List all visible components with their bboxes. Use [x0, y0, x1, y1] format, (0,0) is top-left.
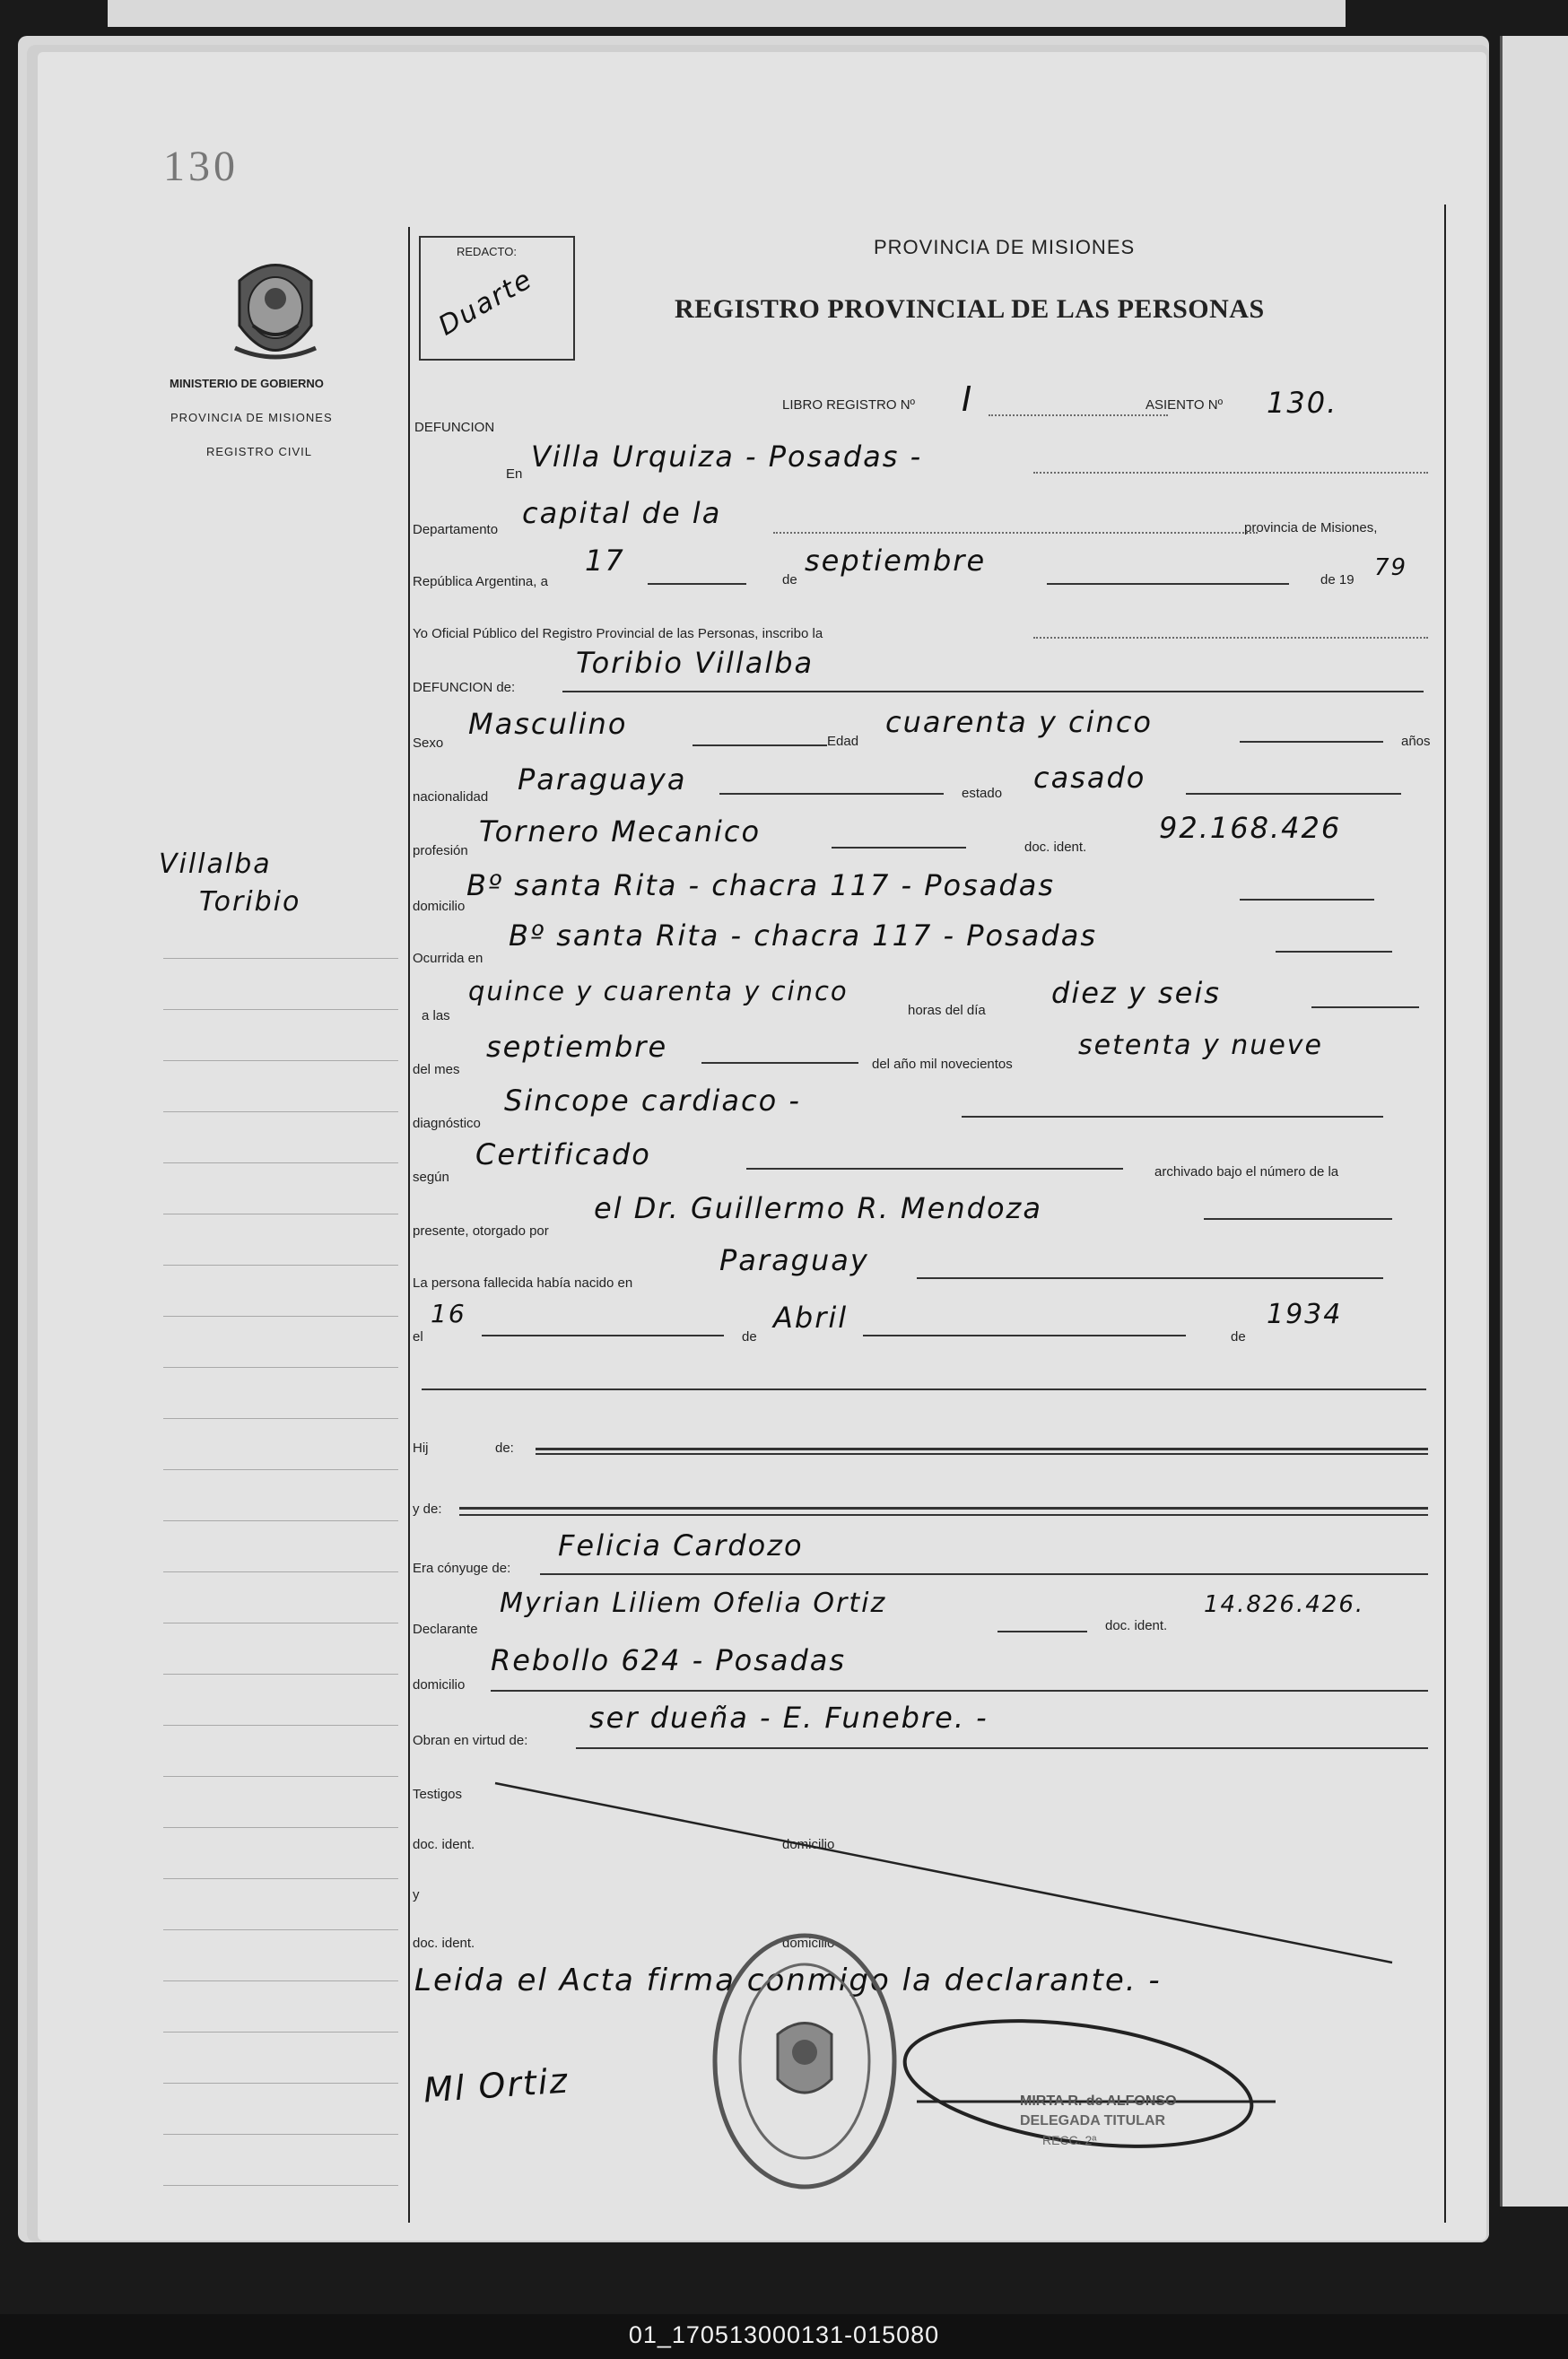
segun-label: según	[413, 1170, 449, 1185]
del-mes-label: del mes	[413, 1062, 460, 1077]
hij-label: Hij	[413, 1441, 429, 1456]
declarante-domicilio-value: Rebollo 624 - Posadas	[491, 1643, 847, 1677]
testigo-2-doc-label: doc. ident.	[413, 1936, 475, 1951]
officer-title: DELEGADA TITULAR	[1020, 2113, 1166, 2128]
anos-label: años	[1401, 734, 1431, 749]
departamento-value: capital de la	[522, 496, 722, 530]
redacto-label: REDACTO:	[457, 245, 517, 258]
archivado-label: archivado bajo el número de la	[1154, 1164, 1339, 1180]
nacido-en-label: La persona fallecida había nacido en	[413, 1275, 633, 1291]
fecha-ano: 79	[1374, 554, 1408, 581]
ocurrida-value: Bº santa Rita - chacra 117 - Posadas	[509, 918, 1097, 953]
nacido-en-value: Paraguay	[719, 1243, 869, 1277]
provincia-label: provincia de Misiones,	[1244, 520, 1378, 535]
fecha-dia: 17	[585, 544, 625, 578]
estado-label: estado	[962, 786, 1003, 801]
republica-label: República Argentina, a	[413, 574, 548, 589]
estado-value: casado	[1033, 761, 1146, 795]
ministry-label: MINISTERIO DE GOBIERNO	[170, 377, 324, 390]
diagnostico-value: Sincope cardiaco -	[504, 1084, 801, 1118]
obran-label: Obran en virtud de:	[413, 1733, 528, 1748]
nacionalidad-label: nacionalidad	[413, 789, 489, 805]
closing-statement: Leida el Acta firma conmigo la declarante. -	[414, 1963, 1162, 1998]
defuncion-label: DEFUNCION	[414, 420, 495, 435]
presente-label: presente, otorgado por	[413, 1223, 549, 1239]
difunto-value: Toribio Villalba	[576, 646, 814, 680]
profesion-label: profesión	[413, 843, 468, 858]
el-label: el	[413, 1329, 423, 1345]
official-seal	[706, 1927, 903, 2196]
officer-office: RECC. 2ª	[1042, 2133, 1097, 2147]
register-page	[38, 52, 1486, 2241]
witness-strike	[38, 52, 1486, 2241]
otorgado-value: el Dr. Guillermo R. Mendoza	[594, 1191, 1042, 1225]
a-las-label: a las	[422, 1008, 450, 1023]
doc-value: 92.168.426	[1159, 811, 1342, 845]
testigos-label: Testigos	[413, 1787, 463, 1802]
de-label-2: de	[742, 1329, 757, 1345]
del-ano-label: del año mil novecientos	[872, 1057, 1013, 1072]
page-number: 130	[163, 143, 239, 190]
testigo-2-domicilio-label: domicilio	[782, 1936, 835, 1951]
registry-label: REGISTRO CIVIL	[206, 445, 313, 458]
title-province: PROVINCIA DE MISIONES	[874, 236, 1136, 258]
testigo-y-label: y	[413, 1887, 420, 1902]
testigo-1-doc-label: doc. ident.	[413, 1837, 475, 1852]
margin-name: Toribio	[199, 886, 301, 918]
obran-value: ser dueña - E. Funebre. -	[589, 1701, 989, 1735]
declarante-domicilio-label: domicilio	[413, 1677, 466, 1693]
fecha-mes: septiembre	[805, 544, 987, 578]
nac-mes-value: Abril	[773, 1301, 849, 1335]
departamento-label: Departamento	[413, 522, 499, 537]
officer-name: MIRTA R. de ALFONSO	[1020, 2094, 1177, 2109]
en-label: En	[506, 466, 523, 482]
declarante-doc-value: 14.826.426.	[1204, 1591, 1365, 1618]
redacto-signature: Duarte	[432, 263, 539, 343]
hora-value: quince y cuarenta y cinco	[468, 976, 849, 1006]
nac-ano-value: 1934	[1267, 1299, 1343, 1330]
asiento-value: 130.	[1267, 386, 1338, 420]
margin-surname: Villalba	[159, 849, 272, 880]
profesion-value: Tornero Mecanico	[479, 814, 762, 849]
domicilio-value: Bº santa Rita - chacra 117 - Posadas	[466, 868, 1055, 902]
mes-texto-value: septiembre	[486, 1030, 668, 1064]
en-value: Villa Urquiza - Posadas -	[531, 440, 923, 474]
ano-texto-value: setenta y nueve	[1078, 1030, 1323, 1061]
de-label-3: de	[1231, 1329, 1246, 1345]
ocurrida-label: Ocurrida en	[413, 951, 483, 966]
testigo-1-domicilio-label: domicilio	[782, 1837, 835, 1852]
edad-value: cuarenta y cinco	[885, 705, 1153, 739]
yo-oficial-label: Yo Oficial Público del Registro Provincial de las Personas, inscribo la	[413, 626, 823, 641]
libro-value: I	[962, 379, 974, 419]
declarante-doc-label: doc. ident.	[1105, 1618, 1168, 1633]
edad-label: Edad	[827, 734, 859, 749]
hij-de-label: de:	[495, 1441, 514, 1456]
declarante-label: Declarante	[413, 1622, 478, 1637]
sexo-label: Sexo	[413, 736, 444, 751]
diagnostico-label: diagnóstico	[413, 1116, 481, 1131]
declarante-value: Myrian Liliem Ofelia Ortiz	[500, 1588, 887, 1619]
previous-page-edge	[108, 0, 1346, 27]
domicilio-label: domicilio	[413, 899, 466, 914]
doc-ident-label: doc. ident.	[1024, 840, 1087, 855]
de-19-label: de 19	[1320, 572, 1355, 588]
libro-label: LIBRO REGISTRO Nº	[782, 397, 916, 413]
dia-texto-value: diez y seis	[1051, 976, 1221, 1010]
declarante-signature: Ml Ortiz	[422, 2060, 571, 2111]
segun-value: Certificado	[475, 1137, 651, 1171]
officer-stamp	[899, 2016, 1285, 2160]
title-registry: REGISTRO PROVINCIAL DE LAS PERSONAS	[675, 294, 1265, 324]
horas-label: horas del día	[908, 1003, 986, 1018]
sexo-value: Masculino	[468, 707, 628, 741]
province-label: PROVINCIA DE MISIONES	[170, 411, 333, 424]
de-label-1: de	[782, 572, 797, 588]
filename-caption: 01_170513000131-015080	[628, 2321, 940, 2348]
conyuge-value: Felicia Cardozo	[558, 1528, 804, 1563]
nacionalidad-value: Paraguaya	[518, 762, 687, 796]
y-de-label: y de:	[413, 1502, 442, 1517]
conyuge-label: Era cónyuge de:	[413, 1561, 511, 1576]
asiento-label: ASIENTO Nº	[1146, 397, 1224, 413]
defuncion-de-label: DEFUNCION de:	[413, 680, 516, 695]
next-page-edge	[1500, 36, 1568, 2207]
nac-dia-value: 16	[431, 1299, 466, 1328]
